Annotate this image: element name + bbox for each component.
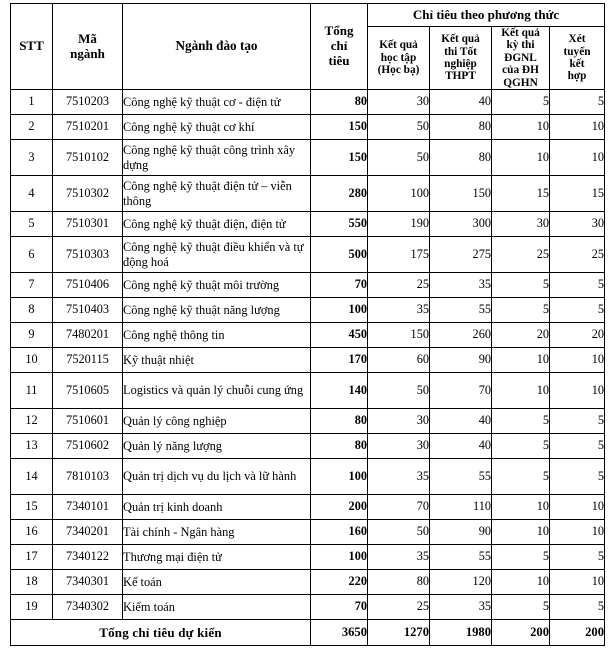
table-footer: [11, 620, 605, 646]
method2-line2: thi Tốt: [444, 45, 477, 58]
row-major-name: Quản lý năng lượng: [123, 434, 311, 459]
row-major-name: Công nghệ kỹ thuật cơ - điện tử: [123, 90, 311, 115]
method3-line2: kỳ thi: [506, 39, 535, 52]
row-method-graduation-exam: 120: [430, 570, 492, 595]
row-index: 9: [11, 323, 53, 348]
column-header-major-name: Ngành đào tạo: [123, 4, 311, 90]
row-index: 13: [11, 434, 53, 459]
row-index: 15: [11, 495, 53, 520]
row-method-graduation-exam: 300: [430, 212, 492, 237]
row-major-name: Kỹ thuật nhiệt: [123, 348, 311, 373]
row-method-competency-test: 5: [492, 298, 550, 323]
row-index: 14: [11, 459, 53, 495]
row-total-quota: 160: [311, 520, 368, 545]
row-method-combined: 10: [550, 115, 605, 140]
row-total-quota: 100: [311, 298, 368, 323]
method3-line1: Kết quả: [501, 27, 540, 39]
total-row-method-graduation-exam: 1980: [430, 620, 492, 646]
table-row: [11, 237, 605, 273]
row-method-academic-record: 175: [368, 237, 430, 273]
row-method-academic-record: 50: [368, 373, 430, 409]
row-total-quota: 70: [311, 273, 368, 298]
column-header-method-academic-record: [368, 27, 430, 90]
row-total-quota: 450: [311, 323, 368, 348]
row-total-quota: 150: [311, 140, 368, 176]
row-major-code: 7510302: [53, 176, 123, 212]
row-total-quota: 140: [311, 373, 368, 409]
row-method-competency-test: 10: [492, 373, 550, 409]
row-major-name: Tài chính - Ngân hàng: [123, 520, 311, 545]
column-header-method-combined: [550, 27, 605, 90]
row-total-quota: 80: [311, 90, 368, 115]
row-total-quota: 500: [311, 237, 368, 273]
total-row-method-combined: 200: [550, 620, 605, 646]
row-method-competency-test: 30: [492, 212, 550, 237]
method3-line3: ĐGNL: [504, 51, 537, 64]
row-major-name: Kiểm toán: [123, 595, 311, 620]
row-index: 7: [11, 273, 53, 298]
total-row-method-competency-test: 200: [492, 620, 550, 646]
row-index: 17: [11, 545, 53, 570]
table-row: [11, 90, 605, 115]
row-method-academic-record: 35: [368, 298, 430, 323]
row-method-combined: 25: [550, 237, 605, 273]
column-header-major-code: [53, 4, 123, 90]
method1-line1: Kết quả: [379, 39, 418, 52]
row-method-academic-record: 60: [368, 348, 430, 373]
row-method-combined: 15: [550, 176, 605, 212]
row-method-combined: 10: [550, 140, 605, 176]
row-major-code: 7520115: [53, 348, 123, 373]
row-method-competency-test: 5: [492, 459, 550, 495]
row-method-academic-record: 25: [368, 595, 430, 620]
method2-line1: Kết quả: [441, 33, 480, 46]
row-method-competency-test: 10: [492, 115, 550, 140]
row-method-graduation-exam: 55: [430, 459, 492, 495]
row-major-name: Công nghệ kỹ thuật công trình xây dựng: [123, 140, 311, 176]
row-major-name: Công nghệ kỹ thuật điện, điện tử: [123, 212, 311, 237]
column-header-method-competency-test: [492, 27, 550, 90]
table-row: [11, 140, 605, 176]
total-quota-head-line1: Tổng: [324, 23, 354, 39]
row-method-academic-record: 35: [368, 545, 430, 570]
row-major-code: 7510301: [53, 212, 123, 237]
row-method-combined: 10: [550, 373, 605, 409]
row-method-graduation-exam: 90: [430, 520, 492, 545]
total-row-method-academic-record: 1270: [368, 620, 430, 646]
method4-line2: tuyển: [563, 45, 591, 58]
row-method-academic-record: 25: [368, 273, 430, 298]
row-total-quota: 200: [311, 495, 368, 520]
total-row: [11, 620, 605, 646]
table-row: [11, 570, 605, 595]
row-method-graduation-exam: 70: [430, 373, 492, 409]
row-method-academic-record: 70: [368, 495, 430, 520]
table-row: [11, 459, 605, 495]
row-method-combined: 10: [550, 520, 605, 545]
column-header-stt: STT: [11, 4, 53, 90]
row-method-graduation-exam: 110: [430, 495, 492, 520]
row-major-code: 7340101: [53, 495, 123, 520]
row-total-quota: 80: [311, 409, 368, 434]
row-total-quota: 220: [311, 570, 368, 595]
method1-line3: (Học bạ): [377, 64, 420, 77]
table-body: [11, 90, 605, 620]
method3-line5: QGHN: [503, 76, 538, 89]
row-method-combined: 5: [550, 273, 605, 298]
row-index: 2: [11, 115, 53, 140]
row-method-competency-test: 5: [492, 409, 550, 434]
row-method-combined: 5: [550, 595, 605, 620]
method3-line4: của ĐH: [502, 64, 539, 77]
column-header-group-by-method: Chỉ tiêu theo phương thức: [368, 4, 605, 27]
table-row: [11, 495, 605, 520]
row-method-graduation-exam: 260: [430, 323, 492, 348]
row-method-graduation-exam: 40: [430, 434, 492, 459]
row-major-code: 7340301: [53, 570, 123, 595]
row-index: 16: [11, 520, 53, 545]
row-method-graduation-exam: 40: [430, 90, 492, 115]
method2-line4: THPT: [445, 70, 476, 83]
method2-line3: nghiệp: [444, 58, 477, 71]
row-total-quota: 550: [311, 212, 368, 237]
row-method-graduation-exam: 150: [430, 176, 492, 212]
total-quota-head-line2: chỉ: [330, 38, 348, 54]
row-index: 1: [11, 90, 53, 115]
row-index: 6: [11, 237, 53, 273]
row-method-combined: 10: [550, 495, 605, 520]
table-row: [11, 434, 605, 459]
row-major-code: 7510102: [53, 140, 123, 176]
row-major-code: 7510602: [53, 434, 123, 459]
row-major-code: 7340122: [53, 545, 123, 570]
row-major-name: Quản trị kinh doanh: [123, 495, 311, 520]
row-major-name: Logistics và quản lý chuỗi cung ứng: [123, 373, 311, 409]
row-major-name: Thương mại điện tử: [123, 545, 311, 570]
row-major-code: 7510303: [53, 237, 123, 273]
table-row: [11, 595, 605, 620]
row-method-graduation-exam: 35: [430, 273, 492, 298]
row-total-quota: 100: [311, 459, 368, 495]
row-method-academic-record: 30: [368, 90, 430, 115]
row-method-competency-test: 5: [492, 545, 550, 570]
row-major-name: Công nghệ kỹ thuật điều khiển và tự động hoá: [123, 237, 311, 273]
row-method-competency-test: 25: [492, 237, 550, 273]
row-method-graduation-exam: 80: [430, 115, 492, 140]
method4-line1: Xét: [568, 33, 586, 46]
row-major-name: Quản trị dịch vụ du lịch và lữ hành: [123, 459, 311, 495]
row-major-code: 7510403: [53, 298, 123, 323]
row-method-academic-record: 30: [368, 434, 430, 459]
row-major-name: Công nghệ kỹ thuật cơ khí: [123, 115, 311, 140]
row-major-code: 7810103: [53, 459, 123, 495]
row-method-graduation-exam: 55: [430, 545, 492, 570]
row-method-combined: 30: [550, 212, 605, 237]
row-total-quota: 280: [311, 176, 368, 212]
row-index: 18: [11, 570, 53, 595]
row-major-name: Công nghệ kỹ thuật môi trường: [123, 273, 311, 298]
row-major-name: Công nghệ kỹ thuật năng lượng: [123, 298, 311, 323]
row-method-competency-test: 10: [492, 520, 550, 545]
row-major-code: 7340201: [53, 520, 123, 545]
row-method-graduation-exam: 40: [430, 409, 492, 434]
row-method-academic-record: 50: [368, 115, 430, 140]
total-row-label: Tổng chỉ tiêu dự kiến: [11, 620, 311, 646]
row-index: 3: [11, 140, 53, 176]
table-row: [11, 545, 605, 570]
row-index: 4: [11, 176, 53, 212]
table-row: [11, 298, 605, 323]
row-method-competency-test: 5: [492, 273, 550, 298]
row-method-combined: 5: [550, 545, 605, 570]
row-method-competency-test: 15: [492, 176, 550, 212]
major-code-head-line2: ngành: [70, 45, 105, 61]
row-total-quota: 100: [311, 545, 368, 570]
row-method-combined: 20: [550, 323, 605, 348]
row-major-code: 7510203: [53, 90, 123, 115]
row-index: 11: [11, 373, 53, 409]
row-method-academic-record: 100: [368, 176, 430, 212]
method1-line2: học tập: [380, 51, 417, 64]
row-method-academic-record: 35: [368, 459, 430, 495]
row-method-competency-test: 10: [492, 140, 550, 176]
row-method-graduation-exam: 90: [430, 348, 492, 373]
row-method-academic-record: 150: [368, 323, 430, 348]
row-index: 8: [11, 298, 53, 323]
row-method-graduation-exam: 55: [430, 298, 492, 323]
row-total-quota: 150: [311, 115, 368, 140]
row-method-academic-record: 80: [368, 570, 430, 595]
row-method-competency-test: 10: [492, 570, 550, 595]
row-major-code: 7510406: [53, 273, 123, 298]
row-major-name: Quản lý công nghiệp: [123, 409, 311, 434]
row-method-combined: 10: [550, 348, 605, 373]
row-index: 12: [11, 409, 53, 434]
row-major-code: 7510201: [53, 115, 123, 140]
row-major-code: 7510605: [53, 373, 123, 409]
row-method-combined: 5: [550, 90, 605, 115]
row-method-competency-test: 10: [492, 348, 550, 373]
row-major-name: Công nghệ thông tin: [123, 323, 311, 348]
row-method-academic-record: 190: [368, 212, 430, 237]
table-row: [11, 409, 605, 434]
method4-line3: kết: [569, 58, 585, 71]
row-method-academic-record: 50: [368, 520, 430, 545]
row-method-combined: 5: [550, 409, 605, 434]
row-method-combined: 5: [550, 434, 605, 459]
major-code-head-line1: Mã: [78, 30, 97, 46]
row-method-competency-test: 5: [492, 90, 550, 115]
row-method-competency-test: 10: [492, 495, 550, 520]
column-header-method-graduation-exam: [430, 27, 492, 90]
row-total-quota: 170: [311, 348, 368, 373]
row-method-academic-record: 50: [368, 140, 430, 176]
table-row: [11, 273, 605, 298]
row-method-graduation-exam: 80: [430, 140, 492, 176]
row-index: 19: [11, 595, 53, 620]
row-major-name: Công nghệ kỹ thuật điện tử – viễn thông: [123, 176, 311, 212]
admission-quota-table: [10, 3, 605, 646]
row-method-competency-test: 5: [492, 434, 550, 459]
table-header: [11, 4, 605, 90]
row-method-competency-test: 20: [492, 323, 550, 348]
row-method-academic-record: 30: [368, 409, 430, 434]
table-row: [11, 373, 605, 409]
row-method-combined: 10: [550, 570, 605, 595]
header-row-top: [11, 4, 605, 27]
row-major-code: 7340302: [53, 595, 123, 620]
table-row: [11, 520, 605, 545]
row-method-competency-test: 5: [492, 595, 550, 620]
row-method-graduation-exam: 275: [430, 237, 492, 273]
column-header-total-quota: [311, 4, 368, 90]
row-major-code: 7480201: [53, 323, 123, 348]
row-method-graduation-exam: 35: [430, 595, 492, 620]
method4-line4: hợp: [567, 70, 587, 83]
row-index: 5: [11, 212, 53, 237]
row-method-combined: 5: [550, 459, 605, 495]
row-total-quota: 70: [311, 595, 368, 620]
row-total-quota: 80: [311, 434, 368, 459]
row-major-name: Kế toán: [123, 570, 311, 595]
row-index: 10: [11, 348, 53, 373]
table-row: [11, 348, 605, 373]
table-row: [11, 176, 605, 212]
table-row: [11, 323, 605, 348]
row-major-code: 7510601: [53, 409, 123, 434]
total-row-total-quota: 3650: [311, 620, 368, 646]
table-row: [11, 212, 605, 237]
total-quota-head-line3: tiêu: [328, 53, 350, 69]
row-method-combined: 5: [550, 298, 605, 323]
table-row: [11, 115, 605, 140]
